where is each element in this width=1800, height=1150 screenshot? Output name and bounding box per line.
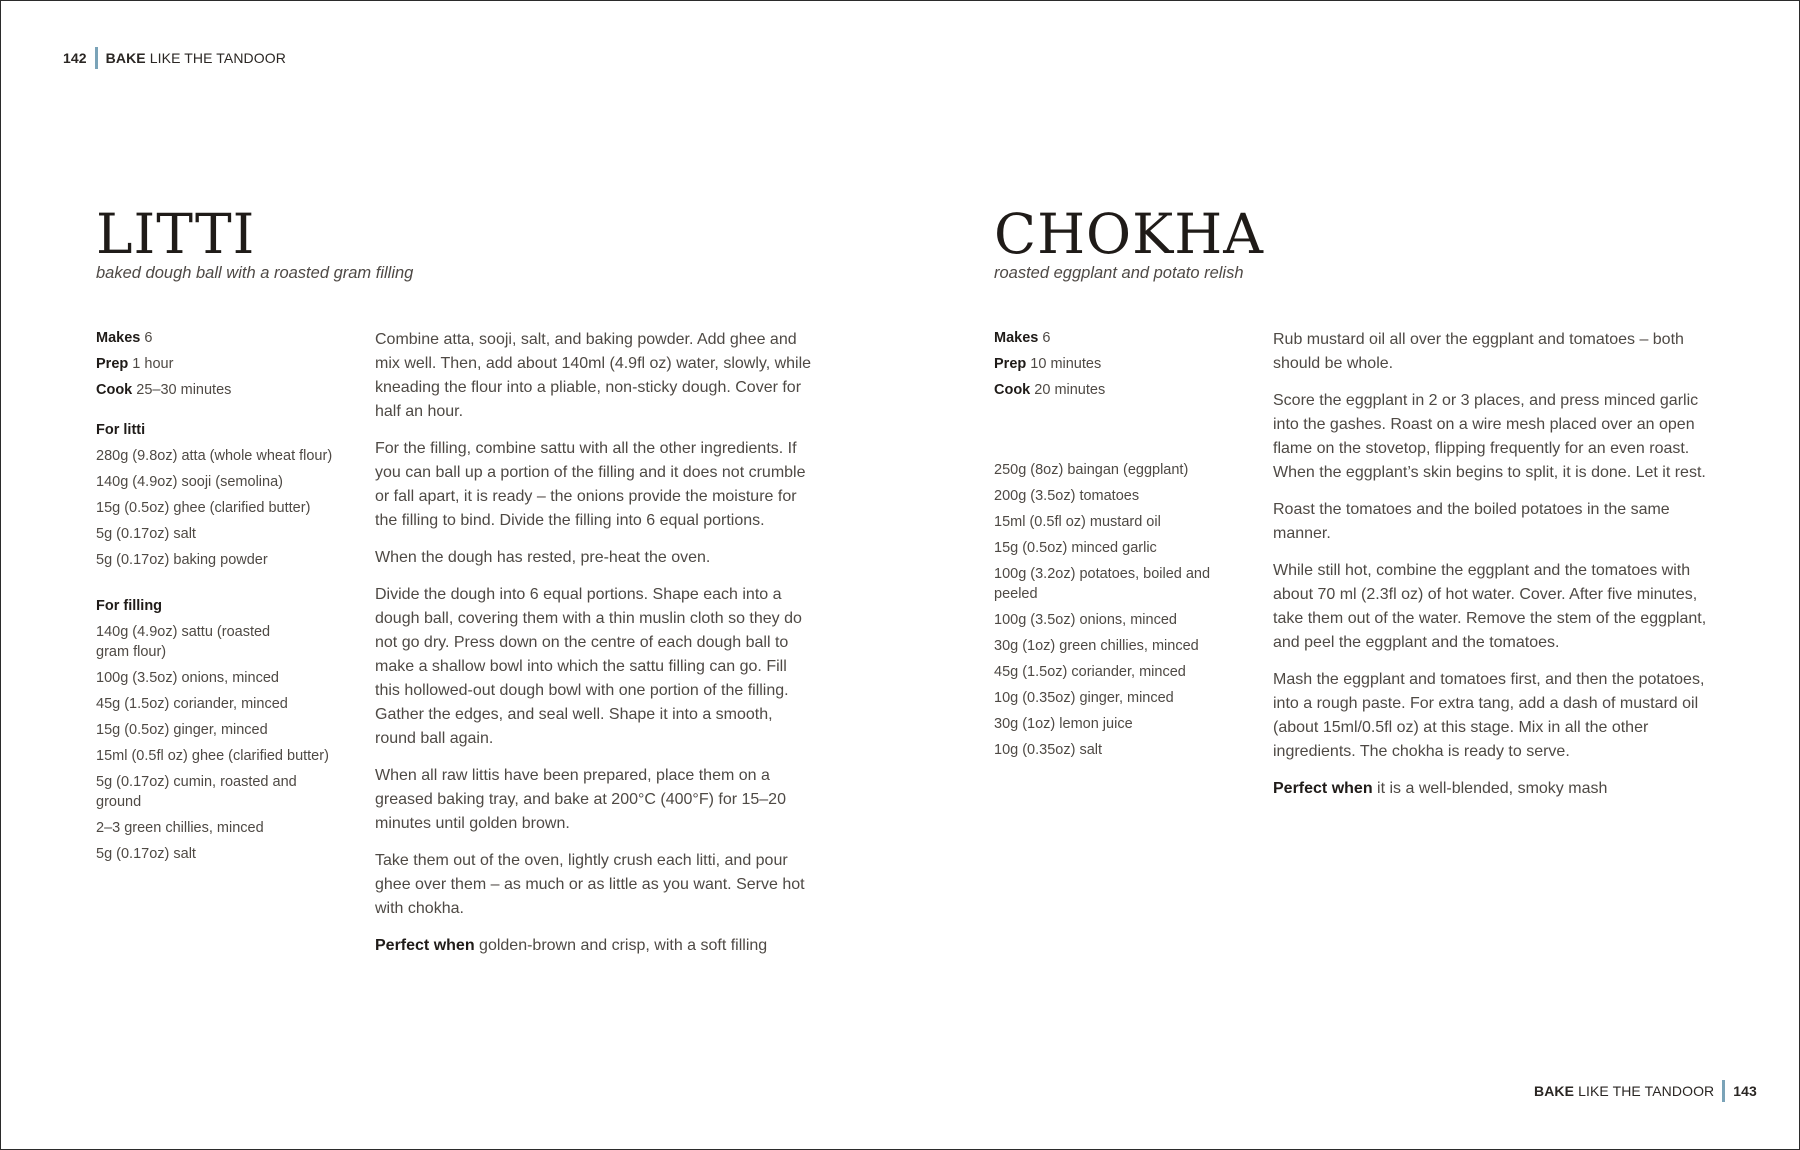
method-step: Combine atta, sooji, salt, and baking powder. Add ghee and mix well. Then, add about 140ml (4.9fl oz) water, slowly, while kneading the flour into a pliable, non-sticky dough. Cover for half an hour. <box>375 331 812 420</box>
ingredient-item: 15ml (0.5fl oz) ghee (clarified butter) <box>96 748 329 764</box>
section-name-left: LIKE THE TANDOOR <box>149 50 286 66</box>
ingredient-item: 45g (1.5oz) coriander, minced <box>96 696 288 712</box>
running-foot-right <box>1534 1080 1757 1102</box>
method-step: Score the eggplant in 2 or 3 places, and press minced garlic into the gashes. Roast on a wire mesh placed over an open flame on the stovetop, flipping frequently for an even roast. When the eggplant’s skin begins to split, it is done. Let it rest. <box>1273 392 1706 481</box>
chokha-cook: Cook 20 minutes <box>994 382 1106 398</box>
ingredient-item: 5g (0.17oz) salt <box>96 526 196 542</box>
litti-makes: Makes 6 <box>96 330 153 346</box>
method-step: When all raw littis have been prepared, place them on a greased baking tray, and bake at 200°C (400°F) for 15–20 minutes until golden brown. <box>375 767 786 832</box>
perfect-when-note: Perfect when it is a well-blended, smoky mash <box>1273 780 1608 797</box>
method-step: Divide the dough into 6 equal portions. Shape each into a dough ball, covering them with a thin muslin cloth so they do not go dry. Press down on the centre of each dough ball to make a shallow bowl into which the sattu filling can go. Fill this hollowed-out dough bowl with one portion of the filling. Gather the edges, and seal well. Shape it into a smooth, round ball again. <box>375 586 802 747</box>
section-name-bold-right: BAKE <box>1534 1083 1575 1099</box>
method-step: Roast the tomatoes and the boiled potatoes in the same manner. <box>1273 501 1670 542</box>
recipe-title-litti: LITTI <box>96 202 256 266</box>
recipe-subtitle-chokha: roasted eggplant and potato relish <box>994 264 1244 282</box>
ingredient-item: 45g (1.5oz) coriander, minced <box>994 664 1186 680</box>
ingredient-item: 10g (0.35oz) ginger, minced <box>994 690 1174 706</box>
ingredient-item: 200g (3.5oz) tomatoes <box>994 488 1140 504</box>
ingredient-item: 5g (0.17oz) baking powder <box>96 552 268 568</box>
ingredient-item: 30g (1oz) green chillies, minced <box>994 638 1199 654</box>
page-number-left: 142 <box>63 50 87 66</box>
ingredient-item: 100g (3.5oz) onions, minced <box>96 670 279 686</box>
running-head-left <box>63 47 286 69</box>
ingredient-item: 2–3 green chillies, minced <box>96 820 264 836</box>
litti-ingredients-column <box>96 328 346 870</box>
chokha-makes: Makes 6 <box>994 330 1051 346</box>
ingredient-item: 100g (3.5oz) onions, minced <box>994 612 1177 628</box>
method-step: When the dough has rested, pre-heat the oven. <box>375 549 711 566</box>
section-name-bold-left: BAKE <box>105 50 146 66</box>
chokha-prep: Prep 10 minutes <box>994 356 1102 372</box>
ingredient-item: 100g (3.2oz) potatoes, boiled and peeled <box>994 566 1211 602</box>
section-name-right: LIKE THE TANDOOR <box>1578 1083 1715 1099</box>
litti-cook: Cook 25–30 minutes <box>96 382 232 398</box>
ingredient-item: 15g (0.5oz) ginger, minced <box>96 722 268 738</box>
method-step: Mash the eggplant and tomatoes first, and then the potatoes, into a rough paste. For extra tang, add a dash of mustard oil (about 15ml/0.5fl oz) at this stage. Mix in all the other ingredients. The chokha is ready to serve. <box>1273 671 1705 760</box>
ingredient-group-heading: For litti <box>96 422 146 438</box>
folio-divider-left <box>95 47 98 69</box>
ingredient-item: 30g (1oz) lemon juice <box>994 716 1133 732</box>
method-step: For the filling, combine sattu with all the other ingredients. If you can ball up a portion of the filling and it does not crumble or fall apart, it is ready – the onions provide the moisture for the filling to bind. Divide the filling into 6 equal portions. <box>375 440 806 529</box>
recipe-subtitle-litti: baked dough ball with a roasted gram filling <box>96 264 414 282</box>
perfect-when-note: Perfect when golden-brown and crisp, with a soft filling <box>375 937 768 954</box>
ingredient-item: 15ml (0.5fl oz) mustard oil <box>994 514 1161 530</box>
ingredient-item: 5g (0.17oz) salt <box>96 846 196 862</box>
chokha-ingredients-column <box>994 328 1224 766</box>
ingredient-group-heading: For filling <box>96 598 163 614</box>
ingredient-item: 10g (0.35oz) salt <box>994 742 1103 758</box>
ingredient-item: 15g (0.5oz) ghee (clarified butter) <box>96 500 311 516</box>
folio-divider-right <box>1722 1080 1725 1102</box>
method-step: While still hot, combine the eggplant and the tomatoes with about 70 ml (2.3fl oz) of hot water. Cover. After five minutes, take them out of the water. Remove the stem of the eggplant, and peel the eggplant and the tomatoes. <box>1273 562 1707 651</box>
page-number-right: 143 <box>1733 1083 1757 1099</box>
ingredient-item: 15g (0.5oz) minced garlic <box>994 540 1157 556</box>
ingredient-item: 5g (0.17oz) cumin, roasted and ground <box>96 774 297 810</box>
method-step: Rub mustard oil all over the eggplant and tomatoes – both should be whole. <box>1273 331 1684 372</box>
recipe-title-chokha: CHOKHA <box>994 202 1264 266</box>
litti-method <box>375 328 815 971</box>
ingredient-item: 140g (4.9oz) sattu (roasted gram flour) <box>96 624 271 660</box>
method-step: Take them out of the oven, lightly crush each litti, and pour ghee over them – as much or as little as you want. Serve hot with chokha. <box>375 852 805 917</box>
litti-prep: Prep 1 hour <box>96 356 174 372</box>
ingredient-item: 140g (4.9oz) sooji (semolina) <box>96 474 283 490</box>
ingredient-item: 280g (9.8oz) atta (whole wheat flour) <box>96 448 333 464</box>
chokha-method <box>1273 328 1713 814</box>
ingredient-item: 250g (8oz) baingan (eggplant) <box>994 462 1189 478</box>
